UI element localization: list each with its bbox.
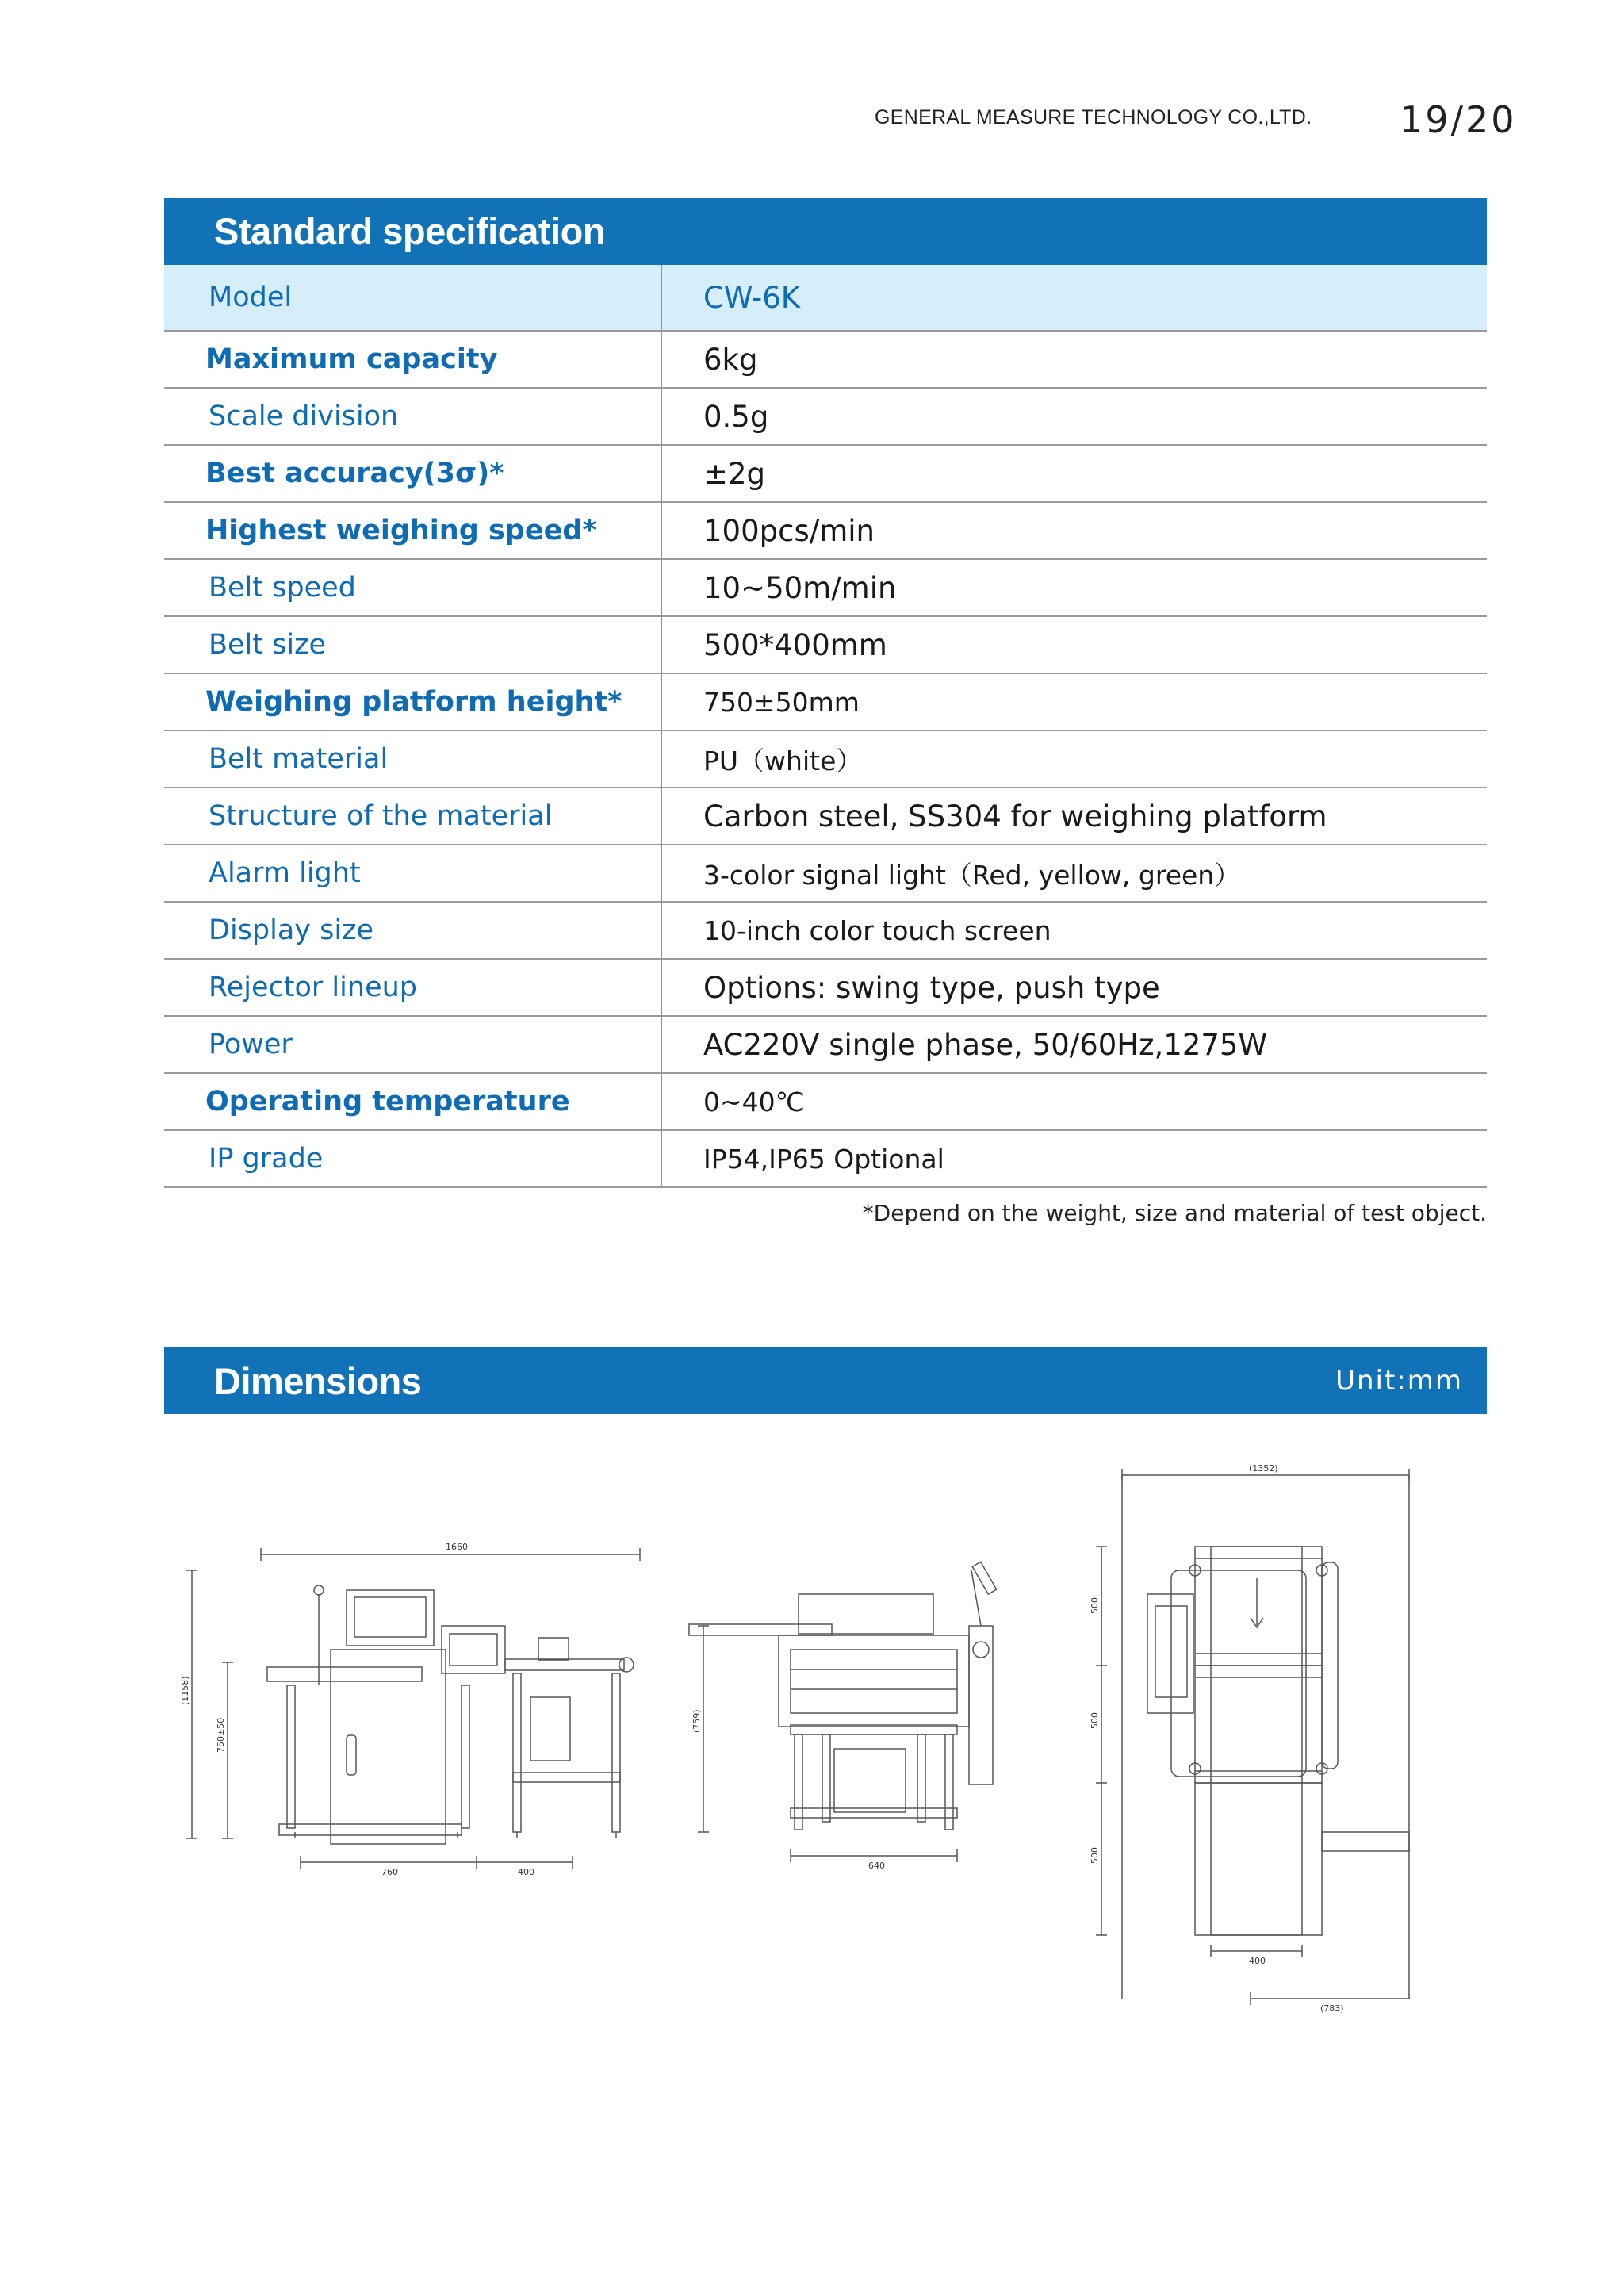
row-label: Weighing platform height* [164, 673, 661, 730]
table-row [164, 559, 1487, 616]
dimensions-section-header [164, 1347, 1487, 1414]
row-label: Belt material [164, 730, 661, 788]
row-label: Display size [164, 902, 661, 959]
row-value: 6kg [661, 331, 1487, 388]
row-label: Structure of the material [164, 788, 661, 845]
row-value: 10-inch color touch screen [661, 902, 1487, 959]
dim-outfeed-width: 400 [518, 1867, 534, 1877]
dimensions-section-title: Dimensions [214, 1360, 422, 1402]
row-value: AC220V single phase, 50/60Hz,1275W [661, 1016, 1487, 1073]
row-value: ±2g [661, 445, 1487, 502]
page-number: 19/20 [1400, 98, 1517, 141]
table-row [164, 845, 1487, 902]
dim-base-width: 760 [381, 1867, 398, 1877]
row-value: CW-6K [661, 265, 1487, 331]
table-row-model [164, 265, 1487, 331]
table-row [164, 616, 1487, 673]
row-value: 3-color signal light（Red, yellow, green） [661, 845, 1487, 902]
row-label: Rejector lineup [164, 959, 661, 1016]
table-row [164, 730, 1487, 788]
dimensions-unit: Unit:mm [1335, 1365, 1463, 1397]
row-label: IP grade [164, 1130, 661, 1187]
row-label: Highest weighing speed* [164, 502, 661, 559]
spec-footnote: *Depend on the weight, size and material of test object. [862, 1200, 1487, 1226]
dim-top-overall-width: (1352) [1249, 1463, 1278, 1474]
row-label: Model [164, 265, 661, 331]
dim-belt-width: 400 [1249, 1956, 1266, 1966]
dim-belt-2: 500 [1090, 1712, 1100, 1729]
row-label: Maximum capacity [164, 331, 661, 388]
table-row [164, 502, 1487, 559]
row-value: Carbon steel, SS304 for weighing platform [661, 788, 1487, 845]
dimension-drawings [164, 1459, 1487, 2030]
row-label: Belt size [164, 616, 661, 673]
table-row [164, 1130, 1487, 1187]
company-name: GENERAL MEASURE TECHNOLOGY CO.,LTD. [875, 106, 1312, 128]
table-row [164, 1073, 1487, 1130]
row-value: 0.5g [661, 388, 1487, 445]
table-row [164, 1016, 1487, 1073]
row-label: Power [164, 1016, 661, 1073]
dim-platform-height: 750±50 [216, 1717, 226, 1753]
table-row [164, 673, 1487, 730]
side-view-drawing [689, 1562, 997, 1862]
row-label: Scale division [164, 388, 661, 445]
row-value: 100pcs/min [661, 502, 1487, 559]
row-value: Options: swing type, push type [661, 959, 1487, 1016]
spec-section-title: Standard specification [214, 210, 606, 252]
table-row [164, 788, 1487, 845]
dim-overall-height: (1158) [180, 1676, 190, 1705]
top-view-drawing [1096, 1469, 1409, 2005]
spec-table [164, 265, 1487, 1188]
row-label: Best accuracy(3σ)* [164, 445, 661, 502]
row-value: 500*400mm [661, 616, 1487, 673]
dim-overall-length: 1660 [446, 1542, 468, 1552]
row-value: IP54,IP65 Optional [661, 1130, 1487, 1187]
dim-top-depth: (783) [1320, 2003, 1344, 2014]
table-row [164, 331, 1487, 388]
table-row [164, 902, 1487, 959]
dim-belt-3: 500 [1090, 1847, 1100, 1864]
table-row [164, 959, 1487, 1016]
row-label: Operating temperature [164, 1073, 661, 1130]
table-row [164, 445, 1487, 502]
dim-side-height: (759) [691, 1709, 702, 1733]
row-value: 750±50mm [661, 673, 1487, 730]
row-value: PU（white） [661, 730, 1487, 788]
row-value: 10~50m/min [661, 559, 1487, 616]
row-value: 0~40℃ [661, 1073, 1487, 1130]
row-label: Belt speed [164, 559, 661, 616]
dim-side-width: 640 [868, 1861, 885, 1871]
spec-section-header [164, 198, 1487, 265]
row-label: Alarm light [164, 845, 661, 902]
dim-belt-1: 500 [1090, 1597, 1100, 1614]
front-view-drawing [186, 1548, 640, 1869]
table-row [164, 388, 1487, 445]
